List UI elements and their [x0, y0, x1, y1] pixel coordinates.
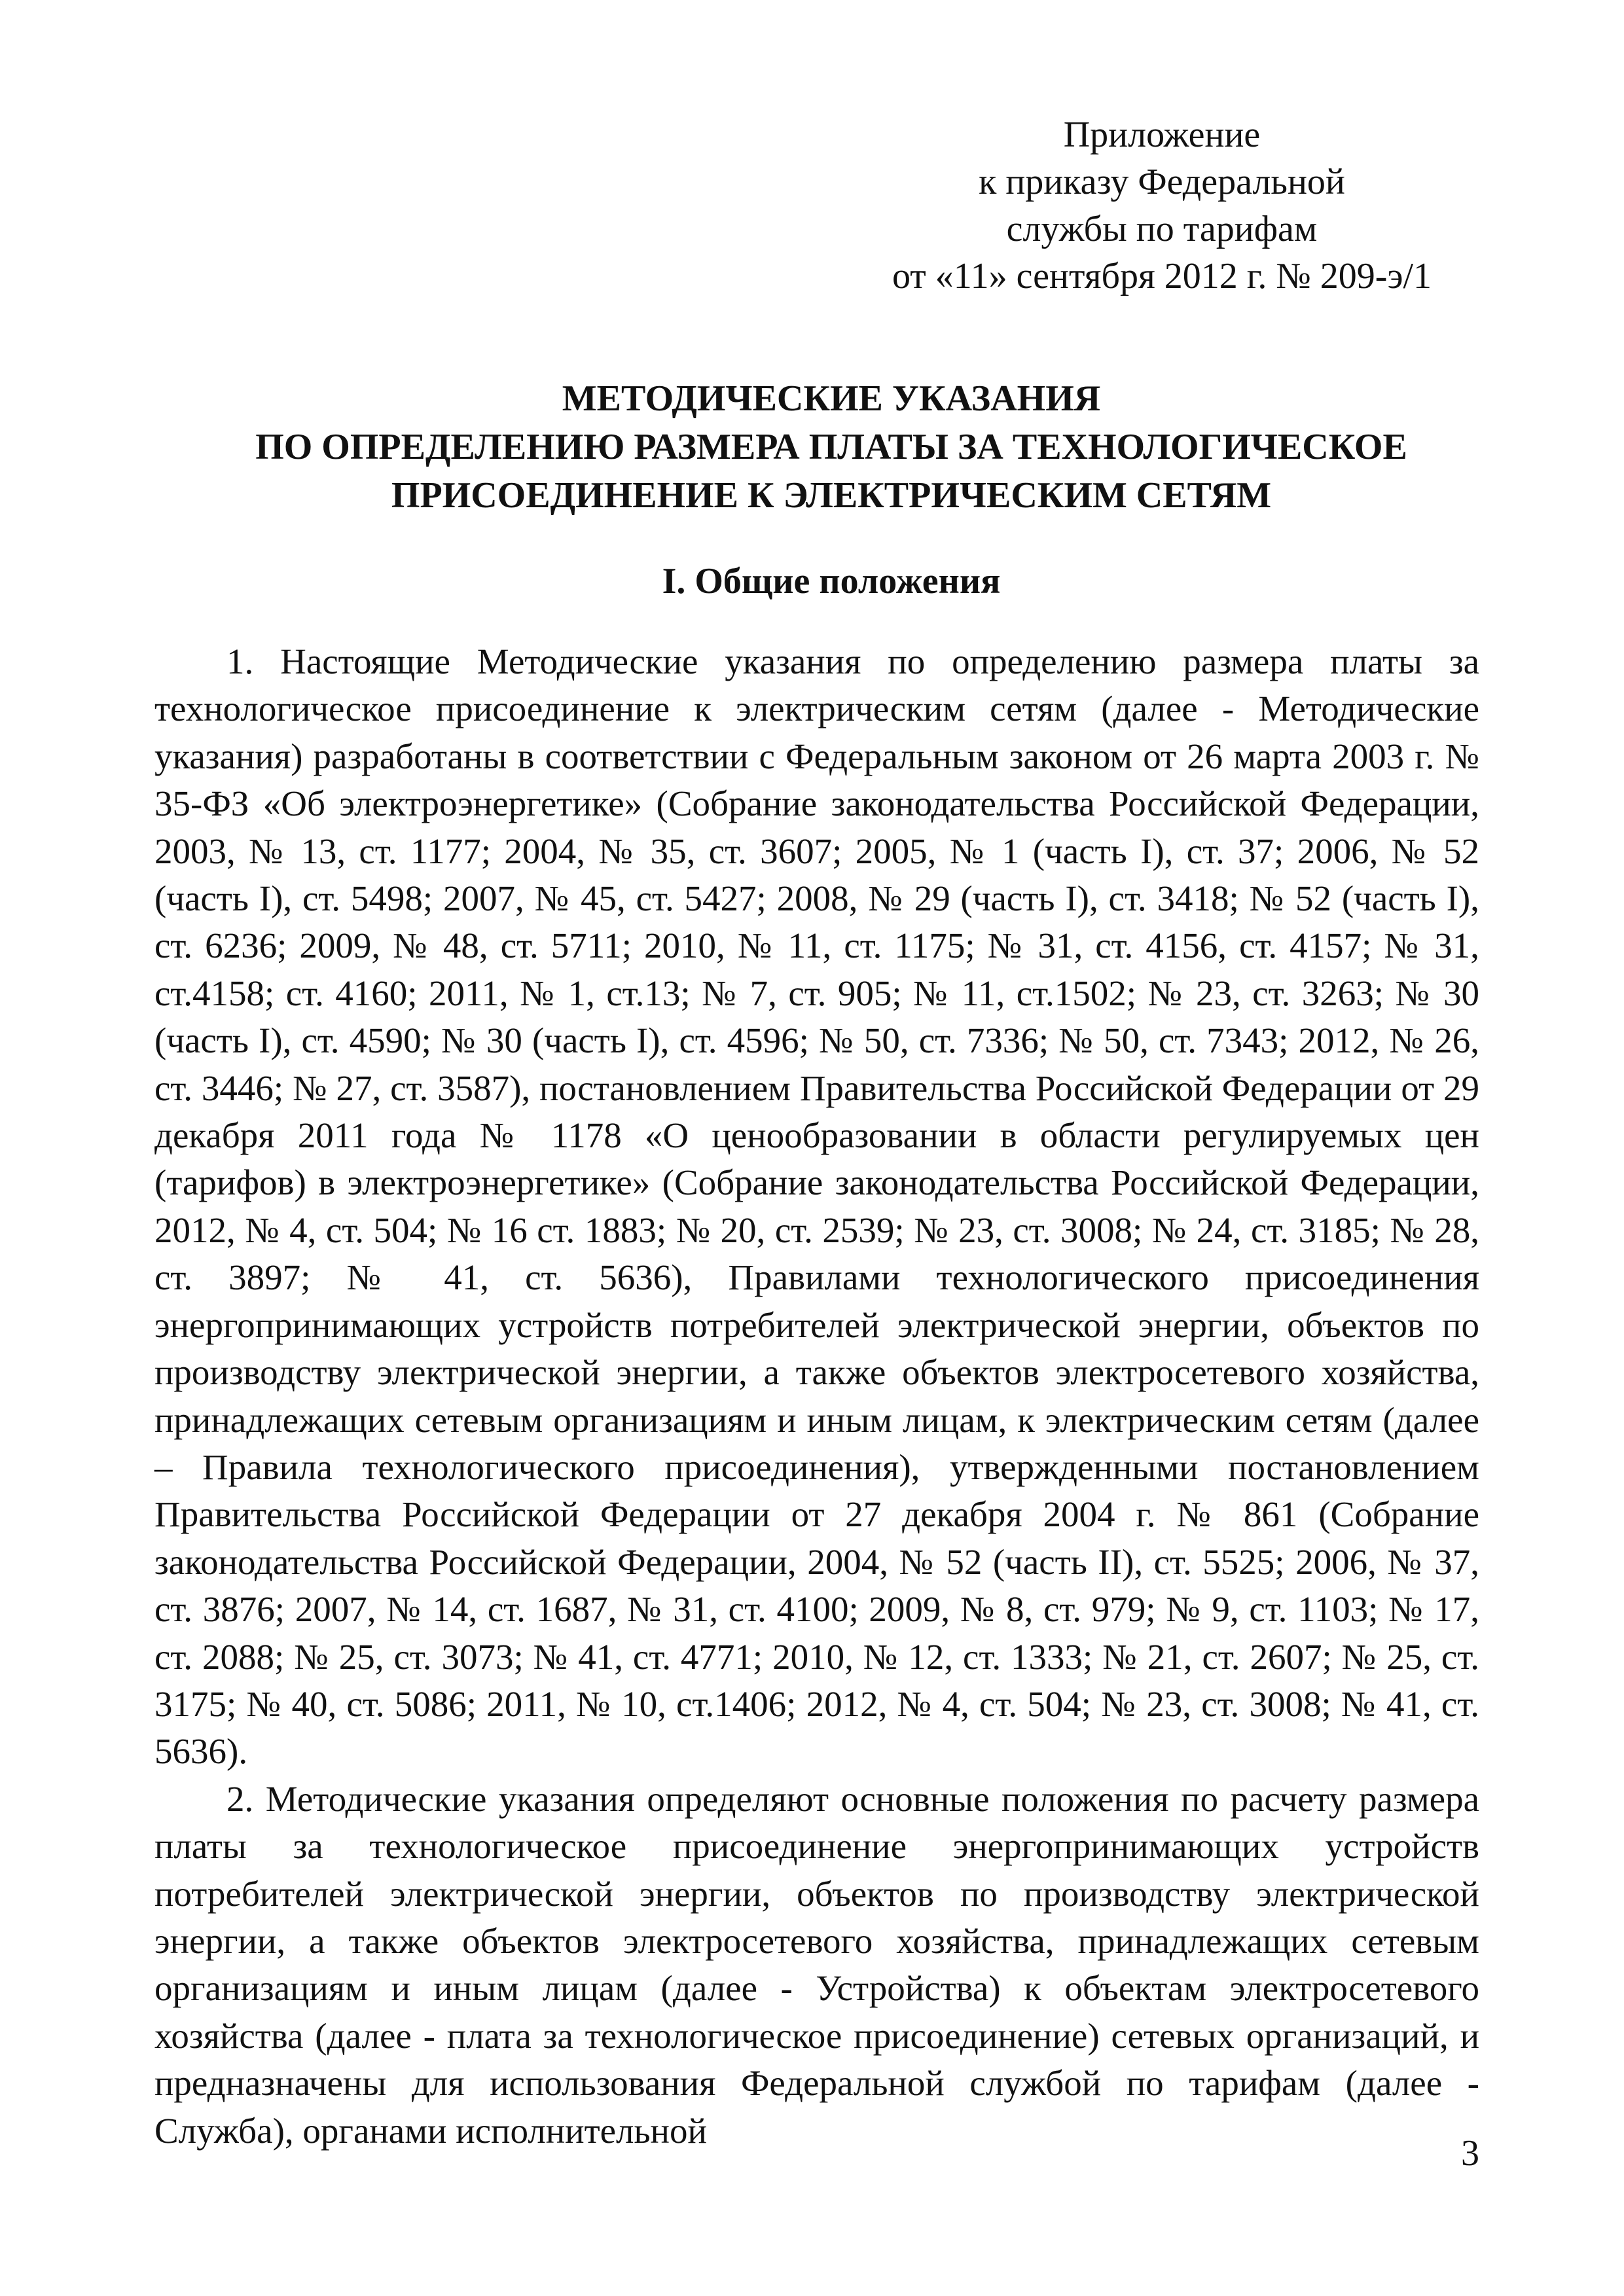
appendix-line-3: службы по тарифам — [1006, 209, 1318, 249]
document-title — [164, 374, 1499, 520]
title-line-2: ПО ОПРЕДЕЛЕНИЮ РАЗМЕРА ПЛАТЫ ЗА ТЕХНОЛОГИЧЕСКОЕ — [255, 427, 1407, 467]
appendix-note — [851, 111, 1473, 300]
body-text — [154, 638, 1479, 2155]
appendix-line-1: Приложение — [1063, 115, 1261, 155]
section-heading: I. Общие положения — [662, 561, 1001, 601]
paragraph-1: 1. Настоящие Методические указания по определению размера платы за технологическое присоединение к электрическим сетям (далее - Методические указания) разработаны в соответствии с Федеральным законом от 26 марта 2003 г. № 35-ФЗ «Об электроэнергетике» (Собрание законодательства Российской Федерации, 2003, № 13, ст. 1177; 2004, № 35, ст. 3607; 2005, № 1 (часть I), ст. 37; 2006, № 52 (часть I), ст. 5498; 2007, № 45, ст. 5427; 2008, № 29 (часть I), ст. 3418; № 52 (часть I), ст. 6236; 2009, № 48, ст. 5711; 2010, № 11, ст. 1175; № 31, ст. 4156, ст. 4157; № 31, ст.4158; ст. 4160; 2011, № 1, ст.13; № 7, ст. 905; № 11, ст.1502; № 23, ст. 3263; № 30 (часть I), ст. 4590; № 30 (часть I), ст. 4596; № 50, ст. 7336; № 50, ст. 7343; 2012, № 26, ст. 3446; № 27, ст. 3587), постановлением Правительства Российской Федерации от 29 декабря 2011 года № 1178 «О ценообразовании в области регулируемых цен (тарифов) в электроэнергетике» (Собрание законодательства Российской Федерации, 2012, № 4, ст. 504; № 16 ст. 1883; № 20, ст. 2539; № 23, ст. 3008; № 24, ст. 3185; № 28, ст. 3897; № 41, ст. 5636), Правилами технологического присоединения энергопринимающих устройств потребителей электрической энергии, объектов по производству электрической энергии, а также объектов электросетевого хозяйства, принадлежащих сетевым организациям и иным лицам, к электрическим сетям (далее – Правила технологического присоединения), утвержденными постановлением Правительства Российской Федерации от 27 декабря 2004 г. № 861 (Собрание законодательства Российской Федерации, 2004, № 52 (часть II), ст. 5525; 2006, № 37, ст. 3876; 2007, № 14, ст. 1687, № 31, ст. 4100; 2009, № 8, ст. 979; № 9, ст. 1103; № 17, ст. 2088; № 25, ст. 3073; № 41, ст. 4771; 2010, № 12, ст. 1333; № 21, ст. 2607; № 25, ст. 3175; № 40, ст. 5086; 2011, № 10, ст.1406; 2012, № 4, ст. 504; № 23, ст. 3008; № 41, ст. 5636). — [154, 641, 1479, 1772]
paragraph-2: 2. Методические указания определяют основные положения по расчету размера платы за технологическое присоединение энергопринимающих устройств потребителей электрической энергии, объектов по производству электрической энергии, а также объектов электросетевого хозяйства, принадлежащих сетевым организациям и иным лицам (далее - Устройства) к объектам электросетевого хозяйства (далее - плата за технологическое присоединение) сетевых организаций, и предназначены для использования Федеральной службой по тарифам (далее - Служба), органами исполнительной — [154, 1778, 1479, 2151]
title-line-1: МЕТОДИЧЕСКИЕ УКАЗАНИЯ — [562, 378, 1101, 419]
appendix-line-2: к приказу Федеральной — [979, 162, 1345, 202]
appendix-line-4: от «11» сентября 2012 г. № 209-э/1 — [892, 256, 1432, 296]
title-line-3: ПРИСОЕДИНЕНИЕ К ЭЛЕКТРИЧЕСКИМ СЕТЯМ — [391, 475, 1272, 516]
page-number: 3 — [1461, 2133, 1479, 2174]
